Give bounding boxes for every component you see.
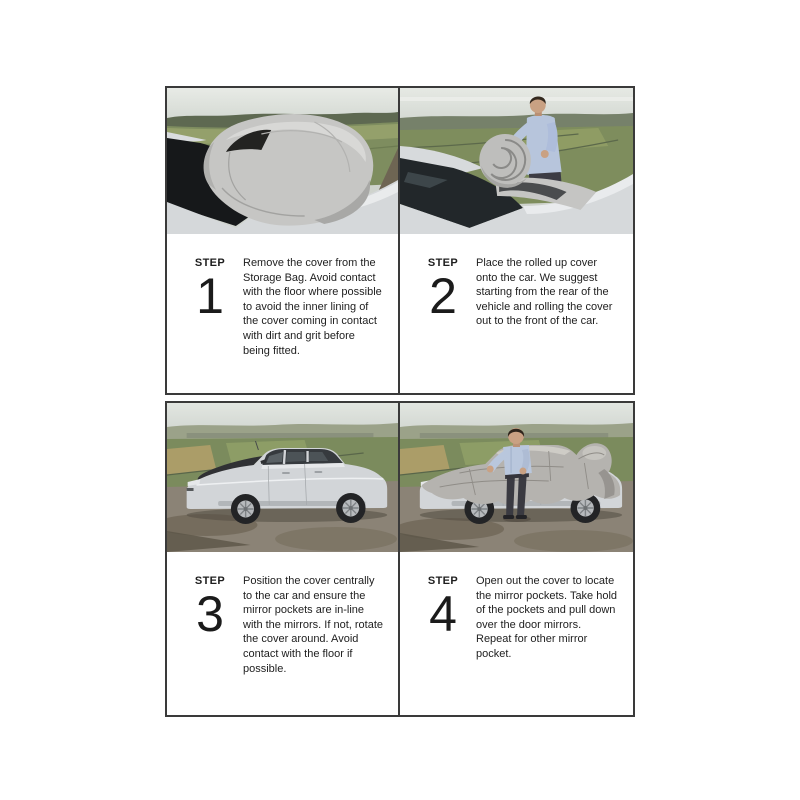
step-instruction: Remove the cover from the Storage Bag. Avoid contact with the floor where possible to avoid the inner lining of the cover coming in contact with dirt and grit before being fitted.: [243, 257, 382, 357]
step1-scene: [167, 88, 398, 234]
step3-header: [177, 574, 243, 642]
step1-photo-illustration: [167, 88, 398, 234]
step1-header: [177, 256, 243, 324]
step4-photo-illustration: [400, 403, 633, 552]
step3-photo-illustration: [167, 403, 398, 552]
step-label: STEP: [194, 257, 226, 269]
shoe: [516, 515, 527, 519]
step-label: STEP: [427, 257, 459, 269]
panel-step-4: [400, 401, 635, 717]
step-instruction: Open out the cover to locate the mirror pockets. Take hold of the pockets and pull down over the door mirrors. Repeat for other mirror pocket.: [476, 575, 618, 660]
instruction-grid: [165, 86, 635, 717]
step3-scene: [167, 403, 398, 552]
step4-scene: [400, 403, 633, 552]
step-number: 1: [196, 268, 224, 324]
step-label: STEP: [194, 575, 226, 587]
step-instruction: Place the rolled up cover onto the car. We suggest starting from the rear of the vehicle and rolling the cover out to the front of the car.: [476, 257, 613, 328]
step4-caption: [400, 552, 633, 662]
step4-header: [410, 574, 476, 642]
step2-caption: [400, 234, 633, 329]
step-number: 4: [429, 586, 457, 642]
step-number: 3: [196, 586, 224, 642]
row-bottom: [165, 401, 635, 717]
step-instruction: Position the cover centrally to the car and ensure the mirror pockets are in-line with the mirrors. If not, rotate the cover around. Avoid contact with the floor if possible.: [243, 575, 383, 675]
step2-header: [410, 256, 476, 324]
step1-caption: [167, 234, 398, 358]
step2-photo-illustration: [400, 88, 633, 234]
step-number: 2: [429, 268, 457, 324]
hand: [519, 468, 526, 475]
rear-wheel: [336, 493, 365, 523]
row-top: [165, 86, 635, 395]
step2-scene: [400, 88, 633, 234]
hand: [541, 150, 549, 158]
panel-step-2: [400, 86, 635, 395]
shoe: [503, 515, 514, 519]
hand: [487, 466, 494, 473]
step-label: STEP: [427, 575, 459, 587]
panel-step-3: [165, 401, 400, 717]
step3-caption: [167, 552, 398, 676]
front-wheel: [231, 494, 260, 524]
panel-step-1: [165, 86, 400, 395]
